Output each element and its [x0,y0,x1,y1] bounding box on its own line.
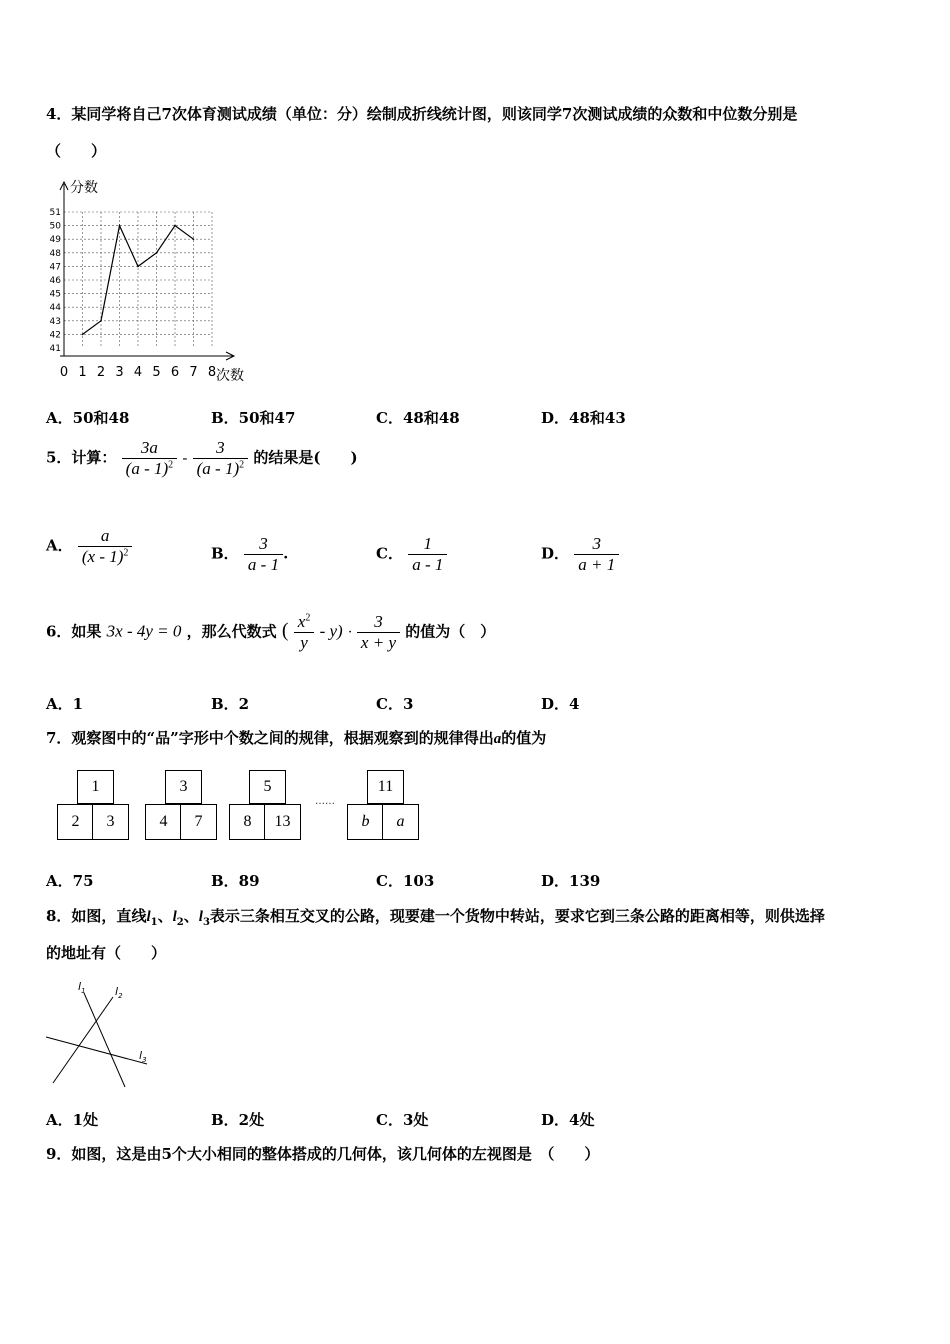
chart-y-tick-label: 43 [49,316,61,327]
q8-label-l2: $l_2$ [115,985,123,1000]
chart-y-tick-label: 47 [49,262,61,273]
q4-line-chart [44,178,274,388]
q8-option-c[interactable]: C．3处 [376,1111,429,1129]
chart-y-tick-label: 45 [49,289,61,300]
q5-minus: - [182,450,188,467]
q7-stem: 7．观察图中的“品”字形中个数之间的规律，根据观察到的规律得出a的值为 [46,729,547,747]
q4-option-c[interactable]: C．48和48 [376,409,460,427]
q8-option-a[interactable]: A．1处 [46,1111,99,1129]
q5-stem [46,438,358,479]
q8-stem-line2: 的地址有（ ） [46,944,167,962]
q5-fraction-1 [122,438,177,479]
q8-label-l3: $l_3$ [139,1049,147,1064]
chart-grid [64,212,212,348]
chart-y-tick-label: 41 [49,344,61,354]
chart-axes [60,182,234,360]
q7-option-a[interactable]: A．75 [46,872,94,890]
q8-option-d[interactable]: D．4处 [541,1111,595,1129]
q5-option-b[interactable]: B． $\frac{3}{a - 1}$ . [211,534,289,574]
q8-option-b[interactable]: B．2处 [211,1111,265,1129]
q5-f2-num: 3 [193,438,248,459]
chart-y-tick-label: 49 [49,235,61,246]
q6-option-d[interactable]: D．4 [541,695,580,713]
q7-option-b[interactable]: B．89 [211,872,260,890]
chart-y-tick-label: 51 [49,208,61,218]
q6-fraction-1: $\frac{x^2}{y}$ [294,612,315,653]
chart-y-tick-label: 50 [49,221,61,232]
q5-f1-den: (a - 1)$^2$ [125,459,174,478]
chart-x-tick-label: 6 [170,365,180,380]
q4-stem: 4．某同学将自己7次体育测试成绩（单位：分）绘制成折线统计图，则该同学7次测试成绩的众数和中位数分别是 [46,105,798,123]
q5-option-d[interactable]: D． $\frac{3}{a + 1}$ [541,534,619,575]
q9-stem: 9．如图，这是由5个大小相同的整体搭成的几何体，该几何体的左视图是 （ ） [46,1145,600,1163]
q8-stem-line1: 8．如图，直线$l_1$、$l_2$、$l_3$表示三条相互交叉的公路，现要建一个货物中转站，要求它到三条公路的距离相等，则供选择 [46,907,825,928]
q7-ellipsis: …… [315,796,335,807]
chart-x-tick-label: 7 [189,365,198,380]
q5-f2-den: (a - 1)$^2$ [196,459,245,478]
q5-option-c[interactable]: C． $\frac{1}{a - 1}$ [376,534,447,575]
chart-y-tick-label: 44 [49,303,61,314]
chart-x-tick-label: 4 [133,365,143,380]
q6-prefix: 6．如果 [46,622,102,641]
q6-fraction-2: $\frac{3}{x + y}$ [357,612,400,653]
q6-option-c[interactable]: C．3 [376,695,414,713]
q5-prefix: 5．计算： [46,448,117,467]
chart-x-axis-label: 次数 [216,368,244,384]
q6-suffix: 的值为（ ） [405,622,496,641]
chart-x-tick-label: 2 [96,365,106,380]
q6-equation: 3x - 4y = 0 [106,621,182,641]
chart-y-axis-label: 分数 [70,180,98,196]
q8-label-l1: $l_1$ [78,980,86,995]
q5-suffix: 的结果是( ) [253,448,358,467]
q4-option-b[interactable]: B．50和47 [211,409,296,427]
chart-y-tick-label: 42 [49,330,61,341]
q4-paren: （ ） [46,142,107,160]
q8-line-l1 [84,993,125,1087]
q8-line-l3 [46,1037,147,1064]
q7-option-d[interactable]: D．139 [541,872,601,890]
q6-option-b[interactable]: B．2 [211,695,250,713]
q5-fraction-2 [193,438,248,479]
chart-ticks [50,208,217,380]
chart-x-tick-label: 3 [115,365,124,380]
q8-lines-figure [40,975,170,1090]
chart-x-tick-label: 8 [207,365,217,380]
chart-x-tick-label: 1 [78,365,87,380]
q6-option-a[interactable]: A．1 [46,695,84,713]
chart-y-tick-label: 48 [49,248,61,259]
chart-y-tick-label: 46 [49,276,61,286]
q4-option-d[interactable]: D．48和43 [541,409,626,427]
chart-x-tick-label: 5 [152,365,161,380]
chart-x-tick-label: 0 [59,365,69,380]
q6-stem: 6．如果 3x - 4y = 0 ，那么代数式 ( $\frac{x^2}{y}$ - y) · $\frac{3}{x + y}$ 的值为（ ） [46,612,496,652]
q5-option-a[interactable]: A． $\frac{a}{(x - 1)^2}$ [46,526,132,567]
q4-option-a[interactable]: A．50和48 [46,409,130,427]
q6-mid: ，那么代数式 [186,622,277,641]
q5-f1-num: 3a [122,438,177,459]
q7-option-c[interactable]: C．103 [376,872,435,890]
